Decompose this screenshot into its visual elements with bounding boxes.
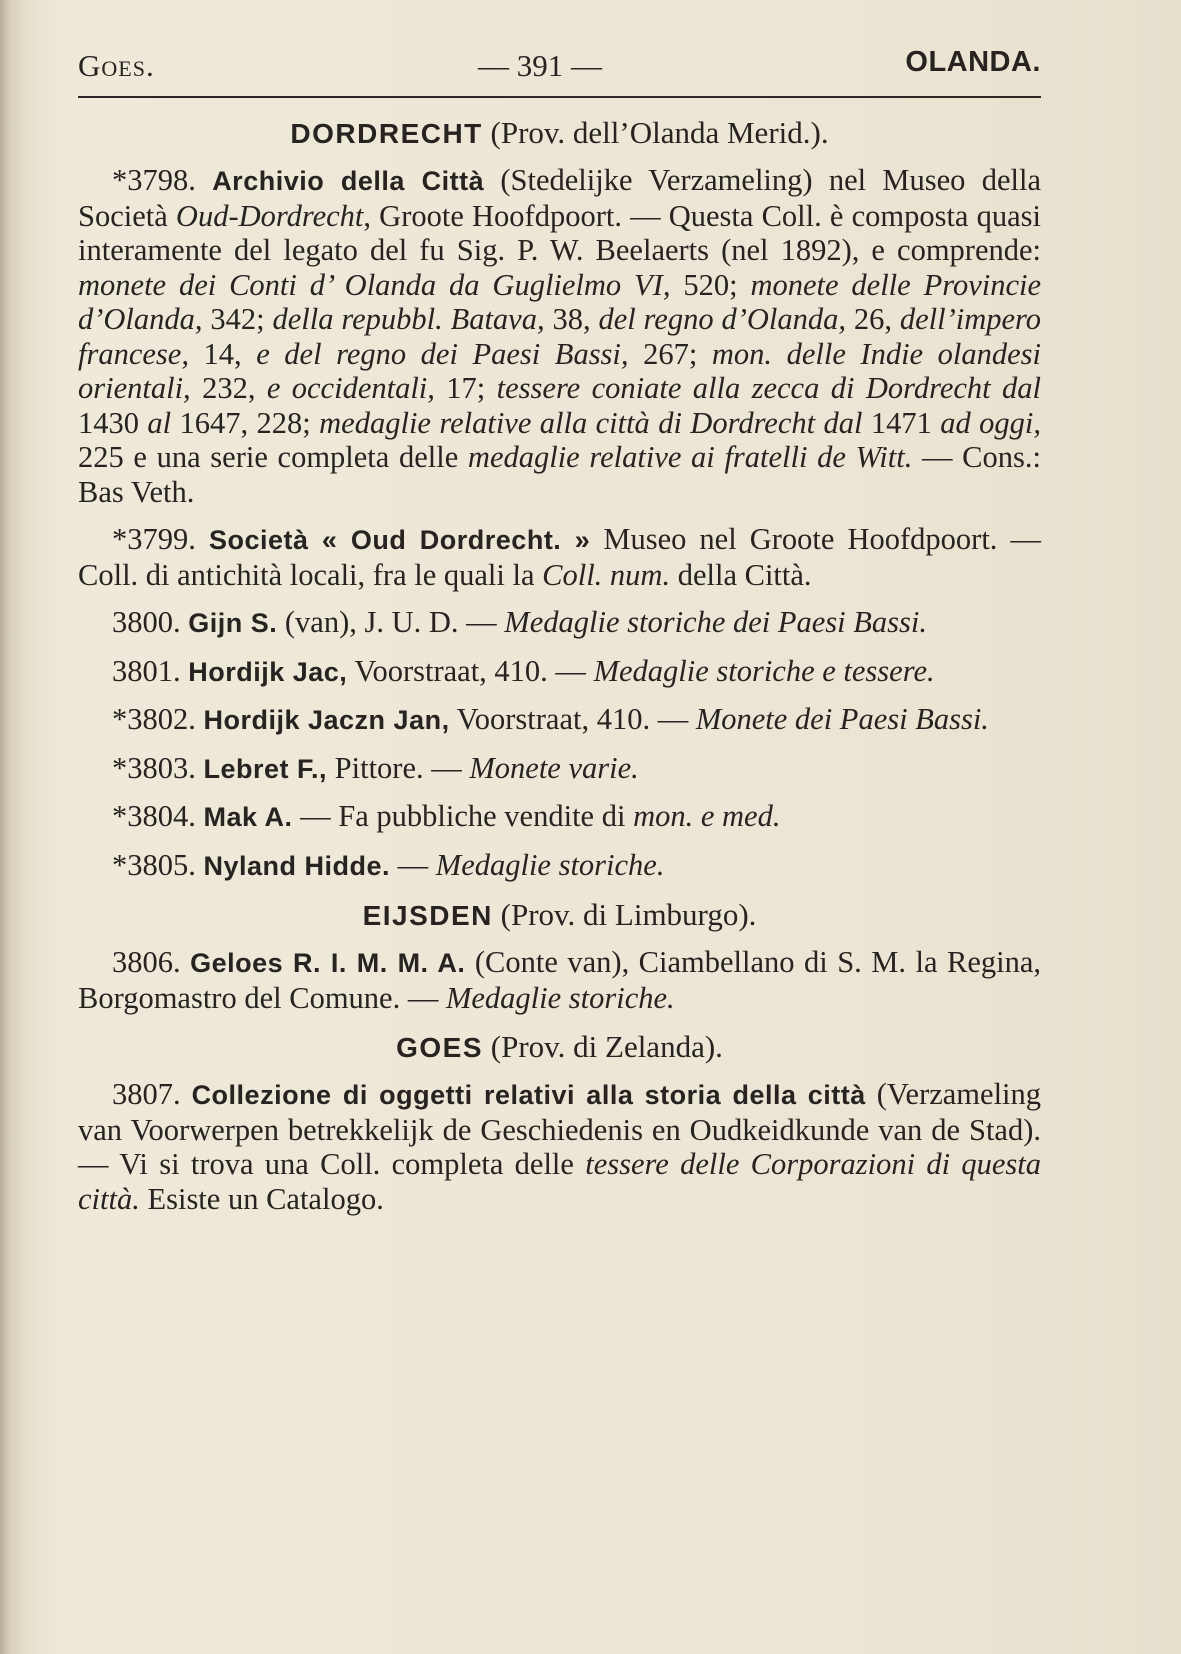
entry-name: Hordijk Jaczn Jan, [203,705,450,735]
header-left: Goes. [78,48,155,83]
entry [78,522,1041,592]
entry-italic-text: Medaglie storiche. [445,980,675,1015]
section-title-province: (Prov. di Limburgo). [492,897,757,932]
entry-italic-text: tessere delle Corporazioni di questa città. [78,1147,1041,1216]
entry-text: 225 e una serie completa delle [78,440,468,474]
page-edge-shadow [0,0,10,1654]
page-content [78,114,1041,1216]
entry-italic-text: medaglie relative ai fratelli de Witt. [467,440,913,474]
entry [78,799,1041,835]
entry-text: — [390,847,436,882]
entry [78,848,1041,884]
entry-name: Mak A. [203,802,293,832]
entry-text: (Stedelijke Verzameling) nel Museo della Società [78,163,1042,233]
entry-name: Collezione di oggetti relativi alla storia della città [191,1080,866,1110]
entry-italic-text: Medaglie storiche e tessere. [593,653,935,688]
entry-italic-text: Monete dei Paesi Bassi. [695,702,989,736]
entry-italic-text: del regno d’Olanda, [598,302,846,336]
running-header [78,36,1041,94]
entry-number: 3806. [112,945,191,979]
entry-text: — Fa pubbliche vendite di [292,799,634,833]
entry-italic-text: Coll. num. [542,557,671,592]
header-right: OLANDA. [905,46,1041,78]
entry-text: Pittore. — [327,750,470,785]
section-title-name: EIJSDEN [362,900,493,931]
entry-italic-text: mon. delle Indie olandesi orientali, [78,336,1041,405]
entry-name: Lebret F., [203,753,328,784]
section-title [78,896,1041,935]
entry-name: Società « Oud Dordrecht. » [208,525,591,555]
entry-name: Geloes R. I. M. M. A. [190,948,466,978]
entry-number: *3802. [112,702,204,736]
entry-italic-text: tessere coniate alla zecca di Dordrecht dal [496,371,1041,405]
header-rule [78,96,1041,98]
entry-text: 342; [202,302,273,336]
entry [78,1077,1041,1216]
entry-italic-text: monete delle Provincie d’Olanda, [78,267,1041,336]
entry [78,605,1041,641]
entry-text: (van), J. U. D. — [277,605,505,639]
entry-text: (Verzameling van Voorwerpen betrekkelijk de Geschiedenis en Oudkeidkunde van de Stad). — Vi si trova una Coll. completa delle [78,1077,1042,1181]
entry-italic-text: mon. e med. [633,799,781,833]
entry-italic-text: Medaglie storiche. [435,847,665,882]
entry-text: Esiste un Catalogo. [139,1181,384,1216]
entry-italic-text: al [147,405,172,440]
entry-text: 520; [670,267,751,302]
section-title [78,114,1041,153]
entry-text: 17; [434,371,497,405]
entry-text: — Cons.: Bas Veth. [78,440,1041,509]
entry-text: 38, [544,302,599,336]
entry [78,751,1041,787]
entry-text: , Groote Hoofdpoort. — Questa Coll. è composta quasi interamente del legato del fu Sig. P. W. Beelaerts (nel 1892), e comprende: [78,198,1041,267]
entry-text: Museo nel Groote Hoofdpoort. — Coll. di antichità locali, fra le quali la [78,522,1041,592]
entry-number: *3798. [112,163,213,197]
entry-name: Hordijk Jac, [188,656,348,687]
section-title-name: GOES [396,1032,484,1063]
entry-italic-text: monete dei Conti d’ Olanda da Guglielmo VI, [78,267,671,302]
entry-italic-text: Oud-Dordrecht [175,198,364,233]
entry [78,945,1041,1015]
entry-number: *3804. [112,799,204,833]
entry-text: della Città. [670,557,812,592]
entry-number: 3807. [112,1077,192,1111]
entry-number: *3799. [112,522,209,556]
entry-text: Voorstraat, 410. — [347,653,594,688]
entry-italic-text: e del regno dei Paesi Bassi, [256,336,629,371]
entry-text: 267; [628,336,712,371]
entry-text: 26, [845,302,900,336]
entry-name: Nyland Hidde. [203,850,391,881]
section-title [78,1028,1041,1067]
entry-italic-text: e occidentali, [266,371,435,405]
entry-number: *3805. [112,847,204,882]
entry-number: *3803. [112,750,204,785]
entry-italic-text: dell’impero francese, [78,302,1041,371]
entry [78,654,1041,690]
section-title-province: (Prov. dell’Olanda Merid.). [482,115,829,150]
entry [78,163,1041,509]
entry-text: 14, [188,336,257,371]
entry-name: Archivio della Città [212,166,485,196]
entry-text: Voorstraat, 410. — [449,702,696,736]
page-number: — 391 — [478,48,602,83]
entry-text: 232, [190,371,267,405]
entry-italic-text: della repubbl. Batava, [272,302,545,336]
entry-italic-text: medaglie relative alla città di Dordrecht dal [319,405,863,440]
entry-italic-text: ad oggi, [940,405,1041,440]
section-title-province: (Prov. di Zelanda). [483,1029,723,1064]
entry-name: Gijn S. [188,608,278,638]
entry [78,702,1041,738]
entry-text: 1471 [862,405,941,440]
entry-italic-text: Medaglie storiche dei Paesi Bassi. [504,605,927,639]
entry-italic-text: Monete varie. [469,750,639,785]
section-title-name: DORDRECHT [290,118,483,149]
entry-text: (Conte van), Ciambellano di S. M. la Regina, Borgomastro del Comune. — [78,945,1042,1015]
entry-text: 1647, 228; [171,405,320,440]
entry-number: 3800. [112,605,189,639]
entry-number: 3801. [112,653,189,688]
entry-text: 1430 [78,405,148,440]
